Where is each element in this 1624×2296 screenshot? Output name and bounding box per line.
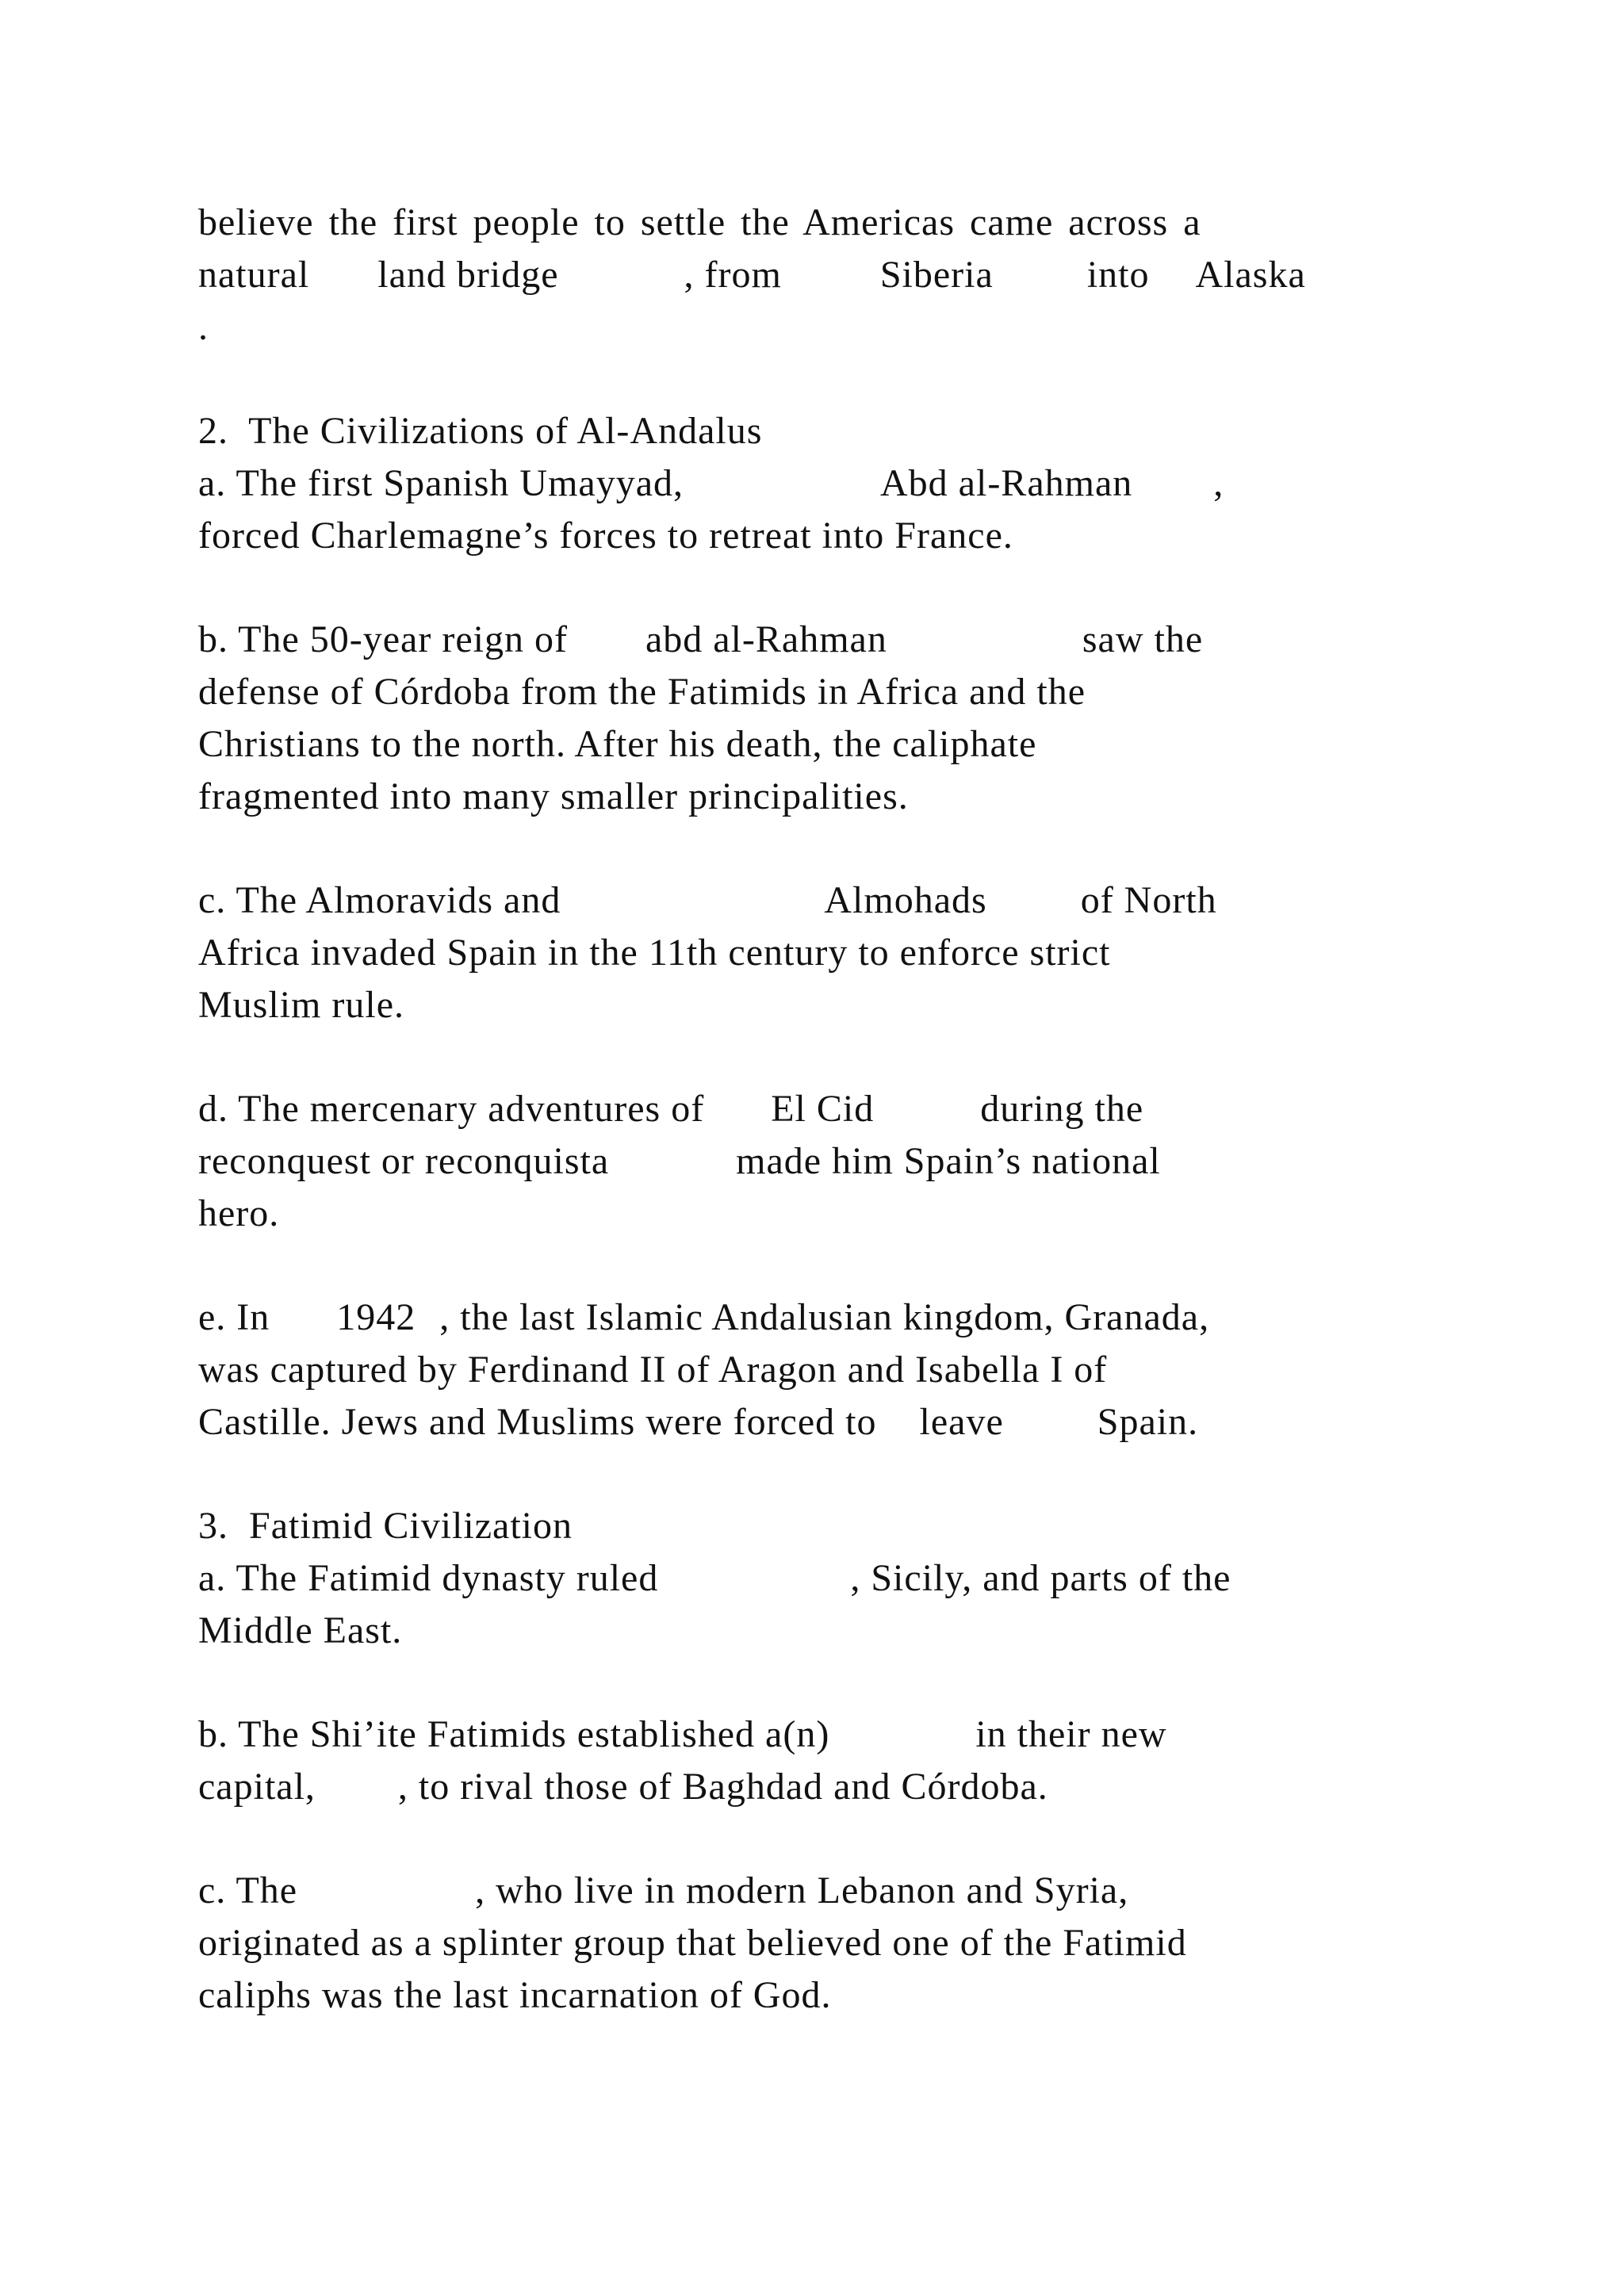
item-text: , Sicily, and parts of the: [850, 1557, 1231, 1599]
item-text: , who live in modern Lebanon and Syria,: [475, 1869, 1129, 1911]
item-text: , the last Islamic Andalusian kingdom, Granada,: [439, 1296, 1210, 1338]
item-2b-line-1: [198, 614, 1483, 666]
item-2e-line-3: [198, 1396, 1483, 1448]
item-text: of North: [1080, 879, 1217, 921]
item-2c-line-2: Africa invaded Spain in the 11th century to enforce strict: [198, 932, 1111, 974]
item-3c-line-3: caliphs was the last incarnation of God.: [198, 1974, 832, 2016]
answer-siberia: Siberia: [879, 254, 994, 296]
item-text: during the: [980, 1088, 1144, 1130]
item-text: e. In: [198, 1296, 270, 1338]
item-text: ,: [1213, 462, 1224, 504]
item-text: c. The Almoravids and: [198, 879, 561, 921]
item-2d-line-3: hero.: [198, 1192, 280, 1234]
item-2b-line-3: Christians to the north. After his death, the caliphate: [198, 723, 1037, 765]
item-2e-line-2: was captured by Ferdinand II of Aragon and Isabella I of: [198, 1349, 1108, 1391]
section-3-heading: 3. Fatimid Civilization: [198, 1505, 573, 1547]
intro-word: natural: [198, 254, 310, 296]
item-2c-line-1: [198, 874, 1483, 927]
item-text: b. The Shi’ite Fatimids established a(n): [198, 1713, 830, 1755]
answer-1942: 1942: [336, 1296, 416, 1338]
intro-word: into: [1086, 254, 1150, 296]
item-text: a. The first Spanish Umayyad,: [198, 462, 684, 504]
answer-land-bridge: land bridge: [377, 254, 559, 296]
item-text: capital,: [198, 1766, 316, 1808]
intro-line-1: believe the first people to settle the Americas came across a: [198, 201, 1201, 243]
item-3a-line-1: [198, 1552, 1483, 1605]
item-2a-line-1: [198, 457, 1483, 510]
item-3b-line-1: [198, 1709, 1483, 1761]
answer-abd-al-rahman-2: abd al-Rahman: [645, 618, 887, 660]
answer-el-cid: El Cid: [771, 1088, 875, 1130]
intro-line-3: .: [198, 306, 209, 348]
item-2d-line-1: [198, 1083, 1483, 1135]
item-3c-line-2: originated as a splinter group that believed one of the Fatimid: [198, 1922, 1187, 1964]
item-text: saw the: [1082, 618, 1204, 660]
item-text: in their new: [975, 1713, 1167, 1755]
item-text: , to rival those of Baghdad and Córdoba.: [397, 1766, 1048, 1808]
item-text: c. The: [198, 1869, 298, 1911]
item-text: made him Spain’s national: [736, 1140, 1161, 1182]
intro-line-2: [198, 249, 1483, 301]
answer-spain: Spain.: [1097, 1401, 1199, 1443]
item-3a-line-2: Middle East.: [198, 1609, 403, 1651]
worksheet-text: [198, 197, 1483, 2022]
item-2c-line-3: Muslim rule.: [198, 984, 404, 1026]
item-text: Castille. Jews and Muslims were forced to: [198, 1401, 877, 1443]
item-3c-line-1: [198, 1865, 1483, 1917]
item-3b-line-2: [198, 1761, 1483, 1813]
answer-alaska: Alaska: [1195, 254, 1306, 296]
item-2a-line-2: forced Charlemagne’s forces to retreat into France.: [198, 515, 1013, 557]
answer-almohads: Almohads: [824, 879, 987, 921]
item-text: d. The mercenary adventures of: [198, 1088, 705, 1130]
item-2b-line-4: fragmented into many smaller principalities.: [198, 775, 909, 817]
item-2e-line-1: [198, 1292, 1483, 1344]
item-text: b. The 50-year reign of: [198, 618, 568, 660]
item-2d-line-2: [198, 1135, 1483, 1188]
answer-reconquista: reconquest or reconquista: [198, 1140, 610, 1182]
item-2b-line-2: defense of Córdoba from the Fatimids in Africa and the: [198, 671, 1086, 713]
item-text: a. The Fatimid dynasty ruled: [198, 1557, 659, 1599]
intro-word: , from: [684, 254, 782, 296]
answer-abd-al-rahman: Abd al-Rahman: [880, 462, 1133, 504]
section-2-heading: 2. The Civilizations of Al-Andalus: [198, 410, 763, 452]
answer-leave: leave: [919, 1401, 1004, 1443]
